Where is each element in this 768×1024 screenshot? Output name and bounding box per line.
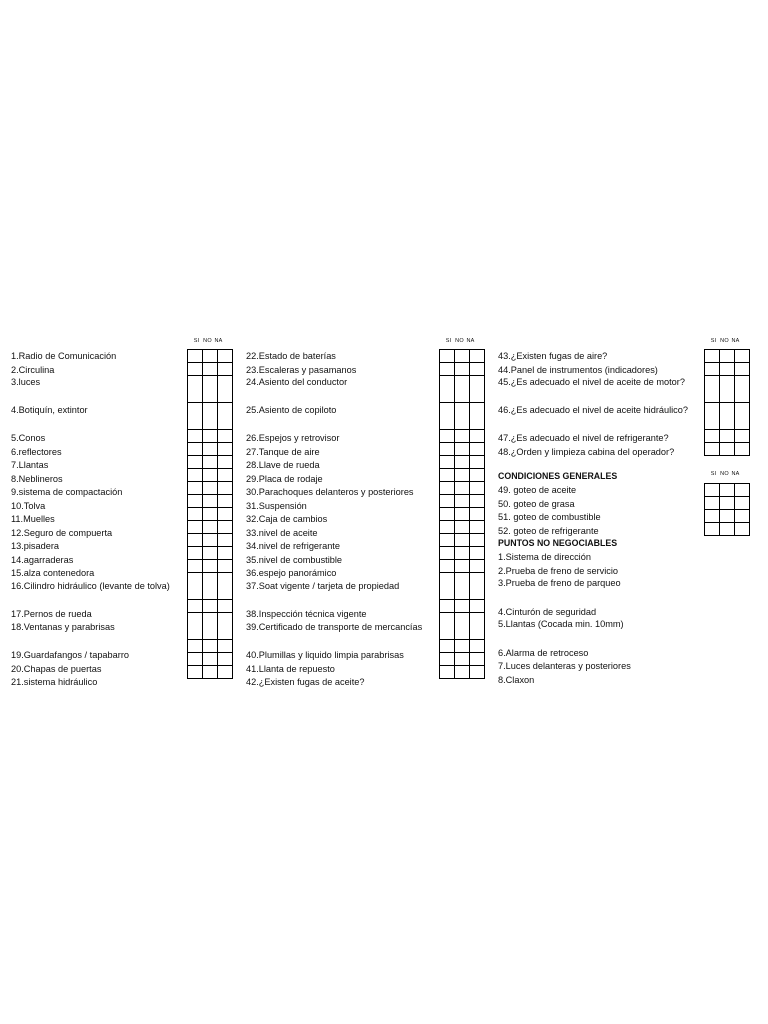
checkbox-grid [704,483,750,536]
checkbox-si[interactable] [440,403,455,430]
checkbox-grid [187,349,233,679]
checkbox-na[interactable] [218,350,233,363]
header-na: NA [731,471,740,477]
checkbox-na[interactable] [218,613,233,640]
checkbox-na[interactable] [470,363,485,376]
checkbox-row [188,456,233,469]
header-no: NO [720,338,729,344]
checkbox-si[interactable] [440,640,455,653]
checklist-item: 1.Radio de Comunicación [11,351,117,361]
checkbox-no[interactable] [203,508,218,521]
checkbox-na[interactable] [470,600,485,613]
checkbox-row [705,510,750,523]
checkbox-no[interactable] [455,600,470,613]
checklist-item: 34.nivel de refrigerante [246,541,340,551]
checkbox-si[interactable] [705,510,720,523]
checkbox-no[interactable] [455,573,470,600]
column-header [443,338,476,344]
checkbox-na[interactable] [218,403,233,430]
checklist-item: 42.¿Existen fugas de aceite? [246,677,365,687]
checkbox-no[interactable] [203,547,218,560]
header-si: SI [193,338,200,344]
checklist-item: 52. goteo de refrigerante [498,525,599,536]
checklist-item: 51. goteo de combustible [498,512,601,522]
checklist-item: 5.Llantas (Cocada min. 10mm) [498,619,624,629]
checkbox-na[interactable] [470,573,485,600]
checklist-item: 38.Inspección técnica vigente [246,609,367,619]
checklist-item: 14.agarraderas [11,554,74,565]
checkbox-na[interactable] [470,456,485,469]
checkbox-row [705,376,750,403]
header-si: SI [710,471,717,477]
checkbox-row [440,573,485,600]
checkbox-row [440,508,485,521]
checkbox-no[interactable] [203,653,218,666]
checklist-item: 8.Neblineros [11,473,63,484]
checkbox-si[interactable] [188,653,203,666]
checkbox-si[interactable] [705,497,720,510]
checkbox-si[interactable] [188,495,203,508]
checkbox-row [440,560,485,573]
checkbox-si[interactable] [440,547,455,560]
checkbox-row [440,430,485,443]
checkbox-no[interactable] [455,521,470,534]
header-na: NA [466,338,475,344]
checkbox-si[interactable] [440,653,455,666]
checkbox-row [188,640,233,653]
checkbox-si[interactable] [188,560,203,573]
checkbox-si[interactable] [705,523,720,536]
checkbox-no[interactable] [203,363,218,376]
checkbox-grid [439,349,485,679]
checklist-item: 33.nivel de aceite [246,527,318,538]
checkbox-si[interactable] [440,482,455,495]
checkbox-na[interactable] [470,469,485,482]
header-no: NO [720,471,729,477]
checkbox-no[interactable] [203,469,218,482]
column-header [708,471,741,477]
checkbox-na[interactable] [470,521,485,534]
checklist-item: 7.Llantas [11,460,49,470]
checklist-item: 23.Escaleras y pasamanos [246,364,357,375]
checkbox-no[interactable] [720,350,735,363]
header-si: SI [710,338,717,344]
checkbox-no[interactable] [455,469,470,482]
checklist-item: 41.Llanta de repuesto [246,663,335,674]
checkbox-si[interactable] [440,456,455,469]
checklist-item: 5.Conos [11,433,46,443]
checkbox-na[interactable] [735,350,750,363]
checkbox-row [188,430,233,443]
checkbox-row [188,443,233,456]
checkbox-row [188,534,233,547]
checkbox-si[interactable] [705,376,720,403]
checkbox-no[interactable] [203,666,218,679]
checkbox-na[interactable] [735,523,750,536]
checkbox-na[interactable] [470,443,485,456]
checklist-item: 11.Muelles [11,514,55,524]
checklist-item: 4.Cinturón de seguridad [498,606,597,617]
checklist-item: 22.Estado de baterías [246,351,336,361]
checkbox-si[interactable] [188,547,203,560]
checkbox-grid [704,349,750,456]
checkbox-na[interactable] [735,510,750,523]
checkbox-na[interactable] [470,403,485,430]
checklist-item: 28.Llave de rueda [246,460,320,470]
checkbox-na[interactable] [218,521,233,534]
checkbox-na[interactable] [470,547,485,560]
checklist-item: 40.Plumillas y liquido limpia parabrisas [246,650,404,660]
checkbox-row [705,523,750,536]
checkbox-no[interactable] [203,350,218,363]
checkbox-no[interactable] [203,443,218,456]
checkbox-si[interactable] [440,534,455,547]
checkbox-na[interactable] [470,376,485,403]
checkbox-na[interactable] [218,376,233,403]
checkbox-row [440,403,485,430]
checkbox-no[interactable] [720,376,735,403]
checkbox-no[interactable] [203,403,218,430]
checklist-item: 13.pisadera [11,541,60,551]
checkbox-no[interactable] [203,482,218,495]
checkbox-no[interactable] [203,560,218,573]
checklist-item: 36.espejo panorámico [246,568,337,578]
checkbox-si[interactable] [440,495,455,508]
checkbox-no[interactable] [720,363,735,376]
checkbox-no[interactable] [455,640,470,653]
checkbox-row [188,547,233,560]
checkbox-na[interactable] [218,456,233,469]
checkbox-row [705,430,750,443]
checkbox-si[interactable] [188,600,203,613]
checkbox-si[interactable] [440,613,455,640]
checkbox-si[interactable] [440,508,455,521]
checkbox-row [440,666,485,679]
checkbox-si[interactable] [705,484,720,497]
checklist-item: 12.Seguro de compuerta [11,527,113,538]
header-no: NO [455,338,464,344]
checkbox-row [188,613,233,640]
checkbox-na[interactable] [218,640,233,653]
checklist-item: 50. goteo de grasa [498,498,575,509]
checkbox-row [188,350,233,363]
checkbox-no[interactable] [720,430,735,443]
checkbox-si[interactable] [705,363,720,376]
checkbox-row [188,508,233,521]
checkbox-na[interactable] [218,653,233,666]
checkbox-na[interactable] [218,363,233,376]
checkbox-row [188,573,233,600]
checkbox-no[interactable] [455,666,470,679]
checklist-item: 47.¿Es adecuado el nivel de refrigerante? [498,433,669,443]
checkbox-no[interactable] [455,376,470,403]
column-header [191,338,224,344]
checkbox-no[interactable] [203,640,218,653]
checkbox-si[interactable] [440,521,455,534]
checkbox-no[interactable] [203,600,218,613]
checkbox-row [705,350,750,363]
checkbox-si[interactable] [188,573,203,600]
checkbox-no[interactable] [455,653,470,666]
checkbox-no[interactable] [455,547,470,560]
checkbox-no[interactable] [203,521,218,534]
checkbox-row [440,456,485,469]
checkbox-no[interactable] [720,497,735,510]
checklist-item: 10.Tolva [11,500,46,511]
checkbox-no[interactable] [455,443,470,456]
checkbox-si[interactable] [705,350,720,363]
checklist-item: 48.¿Orden y limpieza cabina del operador? [498,446,675,457]
checklist-item: 6.reflectores [11,446,62,457]
checkbox-row [440,363,485,376]
checkbox-row [440,495,485,508]
checkbox-na[interactable] [218,495,233,508]
checkbox-si[interactable] [440,376,455,403]
checkbox-row [440,443,485,456]
checklist-item: 37.Soat vigente / tarjeta de propiedad [246,580,400,591]
checkbox-si[interactable] [188,613,203,640]
checkbox-si[interactable] [188,363,203,376]
checkbox-no[interactable] [455,430,470,443]
checklist-item: 24.Asiento del conductor [246,377,348,387]
checkbox-no[interactable] [203,456,218,469]
section-title: PUNTOS NO NEGOCIABLES [498,538,618,548]
checkbox-si[interactable] [188,482,203,495]
checkbox-na[interactable] [218,469,233,482]
checkbox-row [188,666,233,679]
checkbox-no[interactable] [455,560,470,573]
checkbox-na[interactable] [735,363,750,376]
checkbox-na[interactable] [218,547,233,560]
checkbox-no[interactable] [455,363,470,376]
checkbox-na[interactable] [218,666,233,679]
checkbox-na[interactable] [470,534,485,547]
checkbox-no[interactable] [455,482,470,495]
checklist-item: 9.sistema de compactación [11,487,123,497]
checklist-item: 30.Parachoques delanteros y posteriores [246,487,414,497]
checkbox-no[interactable] [720,403,735,430]
checklist-item: 7.Luces delanteras y posteriores [498,661,631,671]
checklist-item: 2.Circulina [11,364,55,375]
checkbox-row [188,363,233,376]
checkbox-row [440,547,485,560]
checkbox-si[interactable] [440,666,455,679]
checklist-item: 15.alza contenedora [11,568,95,578]
checkbox-row [188,521,233,534]
checkbox-si[interactable] [705,443,720,456]
checkbox-no[interactable] [455,350,470,363]
checkbox-si[interactable] [188,534,203,547]
checkbox-si[interactable] [188,666,203,679]
checkbox-row [188,469,233,482]
checkbox-no[interactable] [455,403,470,430]
checkbox-row [705,484,750,497]
checkbox-no[interactable] [720,443,735,456]
checklist-item: 39.Certificado de transporte de mercancías [246,621,423,632]
checkbox-na[interactable] [735,430,750,443]
checkbox-no[interactable] [455,508,470,521]
checkbox-row [440,350,485,363]
checkbox-si[interactable] [440,350,455,363]
checkbox-no[interactable] [720,523,735,536]
checkbox-row [705,363,750,376]
checkbox-no[interactable] [203,534,218,547]
checkbox-na[interactable] [470,508,485,521]
checkbox-na[interactable] [470,640,485,653]
checklist-item: 1.Sistema de dirección [498,552,591,562]
checkbox-row [188,482,233,495]
checkbox-si[interactable] [440,600,455,613]
checkbox-no[interactable] [203,573,218,600]
checkbox-si[interactable] [188,508,203,521]
checkbox-si[interactable] [188,640,203,653]
checkbox-no[interactable] [203,613,218,640]
checkbox-na[interactable] [470,653,485,666]
checklist-item: 16.Cilindro hidráulico (levante de tolva) [11,580,170,591]
section-title: CONDICIONES GENERALES [498,471,618,481]
checkbox-si[interactable] [440,560,455,573]
header-na: NA [214,338,223,344]
checkbox-no[interactable] [455,613,470,640]
header-no: NO [203,338,212,344]
checkbox-si[interactable] [188,376,203,403]
checklist-item: 4.Botiquín, extintor [11,404,88,415]
checkbox-row [440,534,485,547]
checklist-item: 20.Chapas de puertas [11,663,102,674]
checkbox-row [705,497,750,510]
checklist-item: 18.Ventanas y parabrisas [11,621,115,632]
checkbox-row [440,521,485,534]
checkbox-na[interactable] [470,613,485,640]
checkbox-na[interactable] [218,482,233,495]
checklist-item: 3.luces [11,377,41,387]
checkbox-si[interactable] [440,443,455,456]
checkbox-na[interactable] [470,495,485,508]
checkbox-na[interactable] [735,443,750,456]
checkbox-na[interactable] [218,560,233,573]
checklist-item: 8.Claxon [498,674,535,685]
checkbox-row [440,482,485,495]
checkbox-si[interactable] [188,430,203,443]
checklist-item: 44.Panel de instrumentos (indicadores) [498,364,658,375]
checkbox-na[interactable] [735,484,750,497]
checklist-item: 32.Caja de cambios [246,514,328,524]
checkbox-si[interactable] [188,443,203,456]
checkbox-si[interactable] [440,430,455,443]
checkbox-row [440,376,485,403]
checkbox-no[interactable] [203,430,218,443]
checklist-item: 21.sistema hidráulico [11,677,98,687]
checklist-item: 2.Prueba de freno de servicio [498,565,619,576]
checkbox-na[interactable] [470,430,485,443]
checkbox-na[interactable] [470,350,485,363]
checkbox-row [705,403,750,430]
checkbox-na[interactable] [218,508,233,521]
header-na: NA [731,338,740,344]
checkbox-na[interactable] [218,600,233,613]
checkbox-no[interactable] [720,510,735,523]
checkbox-no[interactable] [455,534,470,547]
checkbox-na[interactable] [735,403,750,430]
checkbox-si[interactable] [440,363,455,376]
checklist-item: 25.Asiento de copiloto [246,404,337,415]
checkbox-si[interactable] [705,430,720,443]
checkbox-row [440,613,485,640]
checkbox-row [188,495,233,508]
checkbox-row [705,443,750,456]
checklist-item: 49. goteo de aceite [498,485,577,495]
checkbox-si[interactable] [705,403,720,430]
checklist-item: 46.¿Es adecuado el nivel de aceite hidráulico? [498,404,688,415]
checkbox-no[interactable] [455,456,470,469]
column-header [708,338,741,344]
checkbox-si[interactable] [440,469,455,482]
checkbox-no[interactable] [720,484,735,497]
checkbox-na[interactable] [470,560,485,573]
checklist-item: 3.Prueba de freno de parqueo [498,578,621,588]
checkbox-na[interactable] [470,666,485,679]
checkbox-na[interactable] [218,430,233,443]
checklist-item: 17.Pernos de rueda [11,609,92,619]
checkbox-na[interactable] [735,497,750,510]
checkbox-na[interactable] [218,443,233,456]
checkbox-si[interactable] [188,521,203,534]
checkbox-si[interactable] [188,469,203,482]
checklist-item: 27.Tanque de aire [246,446,320,457]
checklist-item: 26.Espejos y retrovisor [246,433,340,443]
checkbox-na[interactable] [218,573,233,600]
checklist-item: 31.Suspensión [246,500,307,511]
checkbox-no[interactable] [203,376,218,403]
checkbox-si[interactable] [440,573,455,600]
checkbox-na[interactable] [218,534,233,547]
checkbox-row [440,640,485,653]
checklist-item: 19.Guardafangos / tapabarro [11,650,129,660]
checkbox-si[interactable] [188,350,203,363]
checkbox-row [440,653,485,666]
header-si: SI [445,338,452,344]
checkbox-row [440,469,485,482]
checkbox-no[interactable] [203,495,218,508]
checklist-item: 6.Alarma de retroceso [498,647,589,658]
checkbox-na[interactable] [735,376,750,403]
checklist-item: 45.¿Es adecuado el nivel de aceite de motor? [498,377,685,387]
checkbox-row [188,600,233,613]
checklist-item: 35.nivel de combustible [246,554,343,565]
checkbox-si[interactable] [188,403,203,430]
checkbox-row [188,376,233,403]
checkbox-row [188,560,233,573]
checkbox-na[interactable] [470,482,485,495]
checklist-item: 43.¿Existen fugas de aire? [498,351,608,361]
checkbox-si[interactable] [188,456,203,469]
checkbox-row [188,653,233,666]
checkbox-no[interactable] [455,495,470,508]
checklist-item: 29.Placa de rodaje [246,473,323,484]
checkbox-row [188,403,233,430]
checkbox-row [440,600,485,613]
